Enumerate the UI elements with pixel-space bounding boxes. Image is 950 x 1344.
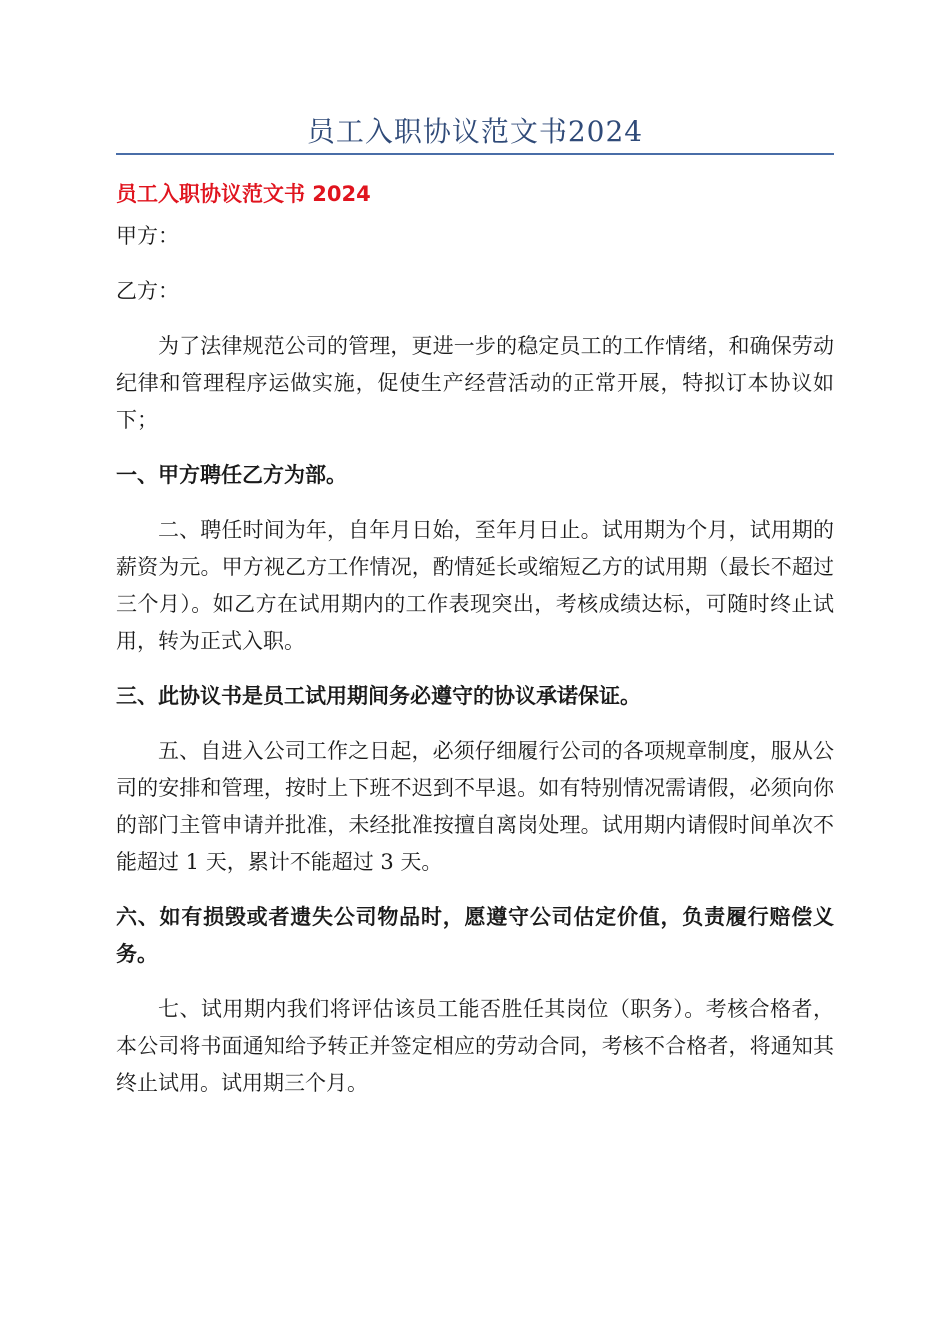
clause-2: 二、聘任时间为年，自年月日始，至年月日止。试用期为个月，试用期的薪资为元。甲方视乙方工作情况，酌情延长或缩短乙方的试用期（最长不超过三个月）。如乙方在试用期内的工作表现突出，考核成绩达标，可随时终止试用，转为正式入职。 bbox=[116, 518, 834, 653]
document-title: 员工入职协议范文书 2024 bbox=[116, 182, 371, 206]
header-divider bbox=[116, 153, 834, 155]
document-body bbox=[116, 176, 834, 1120]
intro-paragraph: 为了法律规范公司的管理，更进一步的稳定员工的工作情绪，和确保劳动纪律和管理程序运做实施，促使生产经营活动的正常开展，特拟订本协议如下； bbox=[116, 334, 834, 432]
clause-5: 五、自进入公司工作之日起，必须仔细履行公司的各项规章制度，服从公司的安排和管理，按时上下班不迟到不早退。如有特别情况需请假，必须向你的部门主管申请并批准，未经批准按擅自离岗处理。试用期内请假时间单次不能超过 1 天，累计不能超过 3 天。 bbox=[116, 739, 834, 874]
party-a-label: 甲方： bbox=[116, 224, 179, 248]
party-b-label: 乙方： bbox=[116, 279, 179, 303]
clause-7: 七、试用期内我们将评估该员工能否胜任其岗位（职务）。考核合格者，本公司将书面通知给予转正并签定相应的劳动合同，考核不合格者，将通知其终止试用。试用期三个月。 bbox=[116, 997, 834, 1095]
page-header-title: 员工入职协议范文书2024 bbox=[306, 115, 644, 148]
clause-6: 六、如有损毁或者遗失公司物品时，愿遵守公司估定价值，负责履行赔偿义务。 bbox=[116, 905, 834, 966]
clause-1: 一、甲方聘任乙方为部。 bbox=[116, 463, 347, 487]
clause-3: 三、此协议书是员工试用期间务必遵守的协议承诺保证。 bbox=[116, 684, 641, 708]
